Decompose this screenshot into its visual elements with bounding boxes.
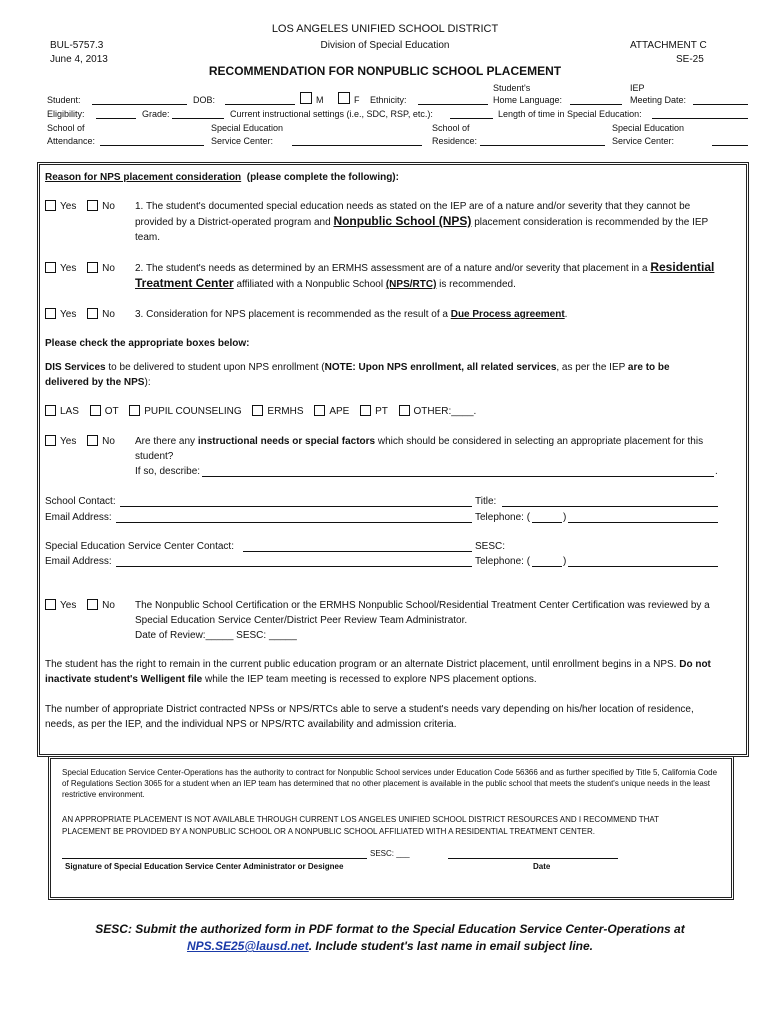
current-settings-field[interactable] xyxy=(450,118,493,119)
footer-line1: SESC: Submit the authorized form in PDF format to the Special Education Service Center-Operations at xyxy=(95,922,685,936)
title-field[interactable] xyxy=(502,506,718,507)
length-time-field[interactable] xyxy=(652,118,748,119)
telephone-close: ) xyxy=(563,512,567,523)
school-of-residence-label: School of xyxy=(432,123,470,133)
ape-checkbox[interactable] xyxy=(314,405,325,416)
attendance-field[interactable] xyxy=(100,145,204,146)
sesc-contact-field[interactable] xyxy=(243,551,472,552)
telephone2-label: Telephone: ( xyxy=(475,556,531,567)
grade-label: Grade: xyxy=(142,109,170,119)
sped-label: Special Education xyxy=(211,123,284,133)
authority-text: Special Education Service Center-Operations has the authority to contract for Nonpublic School services under Education Code 56366 and as further specified by Title 5, California Code of Regulations Section 3065 for a student when an IEP team has determined that no other placement is available in the public school that meets the student's unique needs in the least restrictive environment. xyxy=(62,768,718,799)
pupil-counseling-checkbox[interactable] xyxy=(129,405,140,416)
male-label: M xyxy=(316,95,324,105)
female-label: F xyxy=(354,95,360,105)
sesc-signature: SESC: ___ xyxy=(370,849,410,858)
residence-field[interactable] xyxy=(480,145,605,146)
needs-yes-label: Yes xyxy=(60,436,77,447)
item1-line1: 1. The student's documented special education needs as stated on the IEP are of a nature and/or severity that they cannot be xyxy=(135,201,691,212)
rights-line2: inactivate student's Welligent file while the IEP team meeting is recessed to explore NPS placement options. xyxy=(45,674,537,685)
needs-no-checkbox[interactable] xyxy=(87,435,98,446)
cert-line2: Special Education Service Center/District Peer Review Team Administrator. xyxy=(135,615,468,626)
meeting-date-label: Meeting Date: xyxy=(630,95,687,105)
iep-label: IEP xyxy=(630,83,645,93)
attendance-label: Attendance: xyxy=(47,136,96,146)
title-label: Title: xyxy=(475,496,497,507)
student-field[interactable] xyxy=(92,104,187,105)
attachment-label: ATTACHMENT C xyxy=(630,40,707,51)
number-line2: needs, as per the IEP, and the individual NPS or NPS/RTC availability and admission criteria. xyxy=(45,719,457,730)
ethnicity-label: Ethnicity: xyxy=(370,95,407,105)
school-contact-label: School Contact: xyxy=(45,496,116,507)
telephone-field[interactable] xyxy=(568,522,718,523)
service-center-2-label: Service Center: xyxy=(612,136,675,146)
dob-field[interactable] xyxy=(225,104,295,105)
form-code: SE-25 xyxy=(676,54,704,65)
dis-line2: delivered by the NPS): xyxy=(45,377,151,388)
length-time-label: Length of time in Special Education: xyxy=(498,109,642,119)
needs-no-label: No xyxy=(102,436,115,447)
telephone2-close: ) xyxy=(563,556,567,567)
email2-label: Email Address: xyxy=(45,556,112,567)
sesc-contact-label: Special Education Service Center Contact: xyxy=(45,541,234,552)
dis-line1: DIS Services to be delivered to student upon NPS enrollment (NOTE: Upon NPS enrollment, all related services, as per the IEP are to be xyxy=(45,362,670,373)
other-field[interactable]: ____. xyxy=(451,406,477,417)
cert-line3: Date of Review:_____ SESC: _____ xyxy=(135,630,297,641)
cert-line1: The Nonpublic School Certification or the ERMHS Nonpublic School/Residential Treatment Center Certification was reviewed by a xyxy=(135,600,710,611)
signature-field[interactable] xyxy=(62,858,367,859)
sesc-label: SESC: xyxy=(475,541,506,552)
division-name: Division of Special Education xyxy=(320,40,450,51)
item1-no-checkbox[interactable] xyxy=(87,200,98,211)
item3-yes-checkbox[interactable] xyxy=(45,308,56,319)
telephone-area-field[interactable] xyxy=(532,522,562,523)
service-center-label: Service Center: xyxy=(211,136,274,146)
cert-yes-label: Yes xyxy=(60,600,77,611)
email2-field[interactable] xyxy=(116,566,472,567)
date-field[interactable] xyxy=(448,858,618,859)
item2-line1: 2. The student's needs as determined by an ERMHS assessment are of a nature and/or severity that placement in a Residential xyxy=(135,260,715,274)
ot-checkbox[interactable] xyxy=(90,405,101,416)
needs-yes-checkbox[interactable] xyxy=(45,435,56,446)
home-language-field[interactable] xyxy=(570,104,622,105)
item2-line2: Treatment Center affiliated with a Nonpublic School (NPS/RTC) is recommended. xyxy=(135,276,516,290)
email-field[interactable] xyxy=(116,522,472,523)
las-checkbox[interactable] xyxy=(45,405,56,416)
item2-yes-no[interactable]: Yes No xyxy=(45,262,115,275)
email-label: Email Address: xyxy=(45,512,112,523)
reason-heading: Reason for NPS placement consideration (please complete the following): xyxy=(45,172,399,183)
footer-email-link[interactable]: NPS.SE25@lausd.net xyxy=(186,939,309,953)
eligibility-field[interactable] xyxy=(96,118,136,119)
school-contact-field[interactable] xyxy=(120,506,472,507)
bulletin-number: BUL-5757.3 xyxy=(50,40,104,51)
student-label: Student: xyxy=(47,95,81,105)
check-boxes-heading: Please check the appropriate boxes below: xyxy=(45,338,250,349)
cert-no-checkbox[interactable] xyxy=(87,599,98,610)
home-language-label: Home Language: xyxy=(493,95,563,105)
residence-label: Residence: xyxy=(432,136,478,146)
telephone2-field[interactable] xyxy=(568,566,718,567)
needs-line2: student? xyxy=(135,451,174,462)
item3-line: 3. Consideration for NPS placement is recommended as the result of a Due Process agreement. xyxy=(135,309,568,320)
male-checkbox[interactable] xyxy=(300,92,312,104)
students-label: Student's xyxy=(493,83,531,93)
cert-yes-checkbox[interactable] xyxy=(45,599,56,610)
needs-yes-no[interactable] xyxy=(45,435,115,448)
eligibility-label: Eligibility: xyxy=(47,109,85,119)
school-of-label: School of xyxy=(47,123,85,133)
sped-2-label: Special Education xyxy=(612,123,685,133)
grade-field[interactable] xyxy=(172,118,224,119)
service-center-2-field[interactable] xyxy=(712,145,748,146)
item3-yes-no[interactable]: Yes No xyxy=(45,308,115,321)
item1-line3: team. xyxy=(135,232,161,243)
ermhs-checkbox[interactable] xyxy=(252,405,263,416)
other-checkbox[interactable] xyxy=(399,405,410,416)
ethnicity-field[interactable] xyxy=(418,104,488,105)
dob-label: DOB: xyxy=(193,95,216,105)
service-center-field[interactable] xyxy=(292,145,422,146)
date-label: Date xyxy=(533,862,551,871)
needs-describe-field[interactable] xyxy=(202,476,714,477)
dis-options: LAS OT PUPIL COUNSELING ERMHS APE PT OTHER:____. xyxy=(45,405,476,418)
cert-no-label: No xyxy=(102,600,115,611)
form-title: RECOMMENDATION FOR NONPUBLIC SCHOOL PLACEMENT xyxy=(208,64,562,78)
item2-no-checkbox[interactable] xyxy=(87,262,98,273)
needs-describe-label: If so, describe: xyxy=(135,466,201,477)
bulletin-date: June 4, 2013 xyxy=(50,54,108,65)
needs-line1: Are there any instructional needs or special factors which should be considered in selecting an appropriate placement for this xyxy=(135,436,704,447)
footer-line2: NPS.SE25@lausd.net. Include student's last name in email subject line. xyxy=(186,939,593,953)
meeting-date-field[interactable] xyxy=(693,104,748,105)
current-settings-label: Current instructional settings (i.e., SDC, RSP, etc.): xyxy=(230,109,433,119)
number-line1: The number of appropriate District contracted NPSs or NPS/RTCs able to serve a student's needs vary depending on his/her location of residence, xyxy=(45,704,694,715)
item1-yes-no[interactable]: Yes No xyxy=(45,200,115,213)
telephone-label: Telephone: ( xyxy=(475,512,531,523)
rights-line1: The student has the right to remain in the current public education program or an alternate District placement, until enrollment begins in a NPS. Do not xyxy=(45,659,711,670)
item1-line2: provided by a District-operated program and Nonpublic School (NPS) placement consideration is recommended by the IEP xyxy=(135,214,709,228)
authority-statement: AN APPROPRIATE PLACEMENT IS NOT AVAILABLE THROUGH CURRENT LOS ANGELES UNIFIED SCHOOL DISTRICT RESOURCES AND I RECOMMEND THAT PLACEMENT BE PROVIDED BY A NONPUBLIC SCHOOL OR A NONPUBLIC SCHOOL AFFILIATED WITH A RESIDENTIAL TREATMENT CENTER. xyxy=(62,815,659,836)
district-name: LOS ANGELES UNIFIED SCHOOL DISTRICT xyxy=(271,23,499,35)
item2-yes-checkbox[interactable] xyxy=(45,262,56,273)
item1-yes-checkbox[interactable] xyxy=(45,200,56,211)
signature-label: Signature of Special Education Service Center Administrator or Designee xyxy=(65,862,344,871)
pt-checkbox[interactable] xyxy=(360,405,371,416)
cert-yes-no[interactable] xyxy=(45,599,115,612)
female-checkbox[interactable] xyxy=(338,92,350,104)
telephone2-area-field[interactable] xyxy=(532,566,562,567)
needs-end: . xyxy=(715,466,718,477)
item3-no-checkbox[interactable] xyxy=(87,308,98,319)
